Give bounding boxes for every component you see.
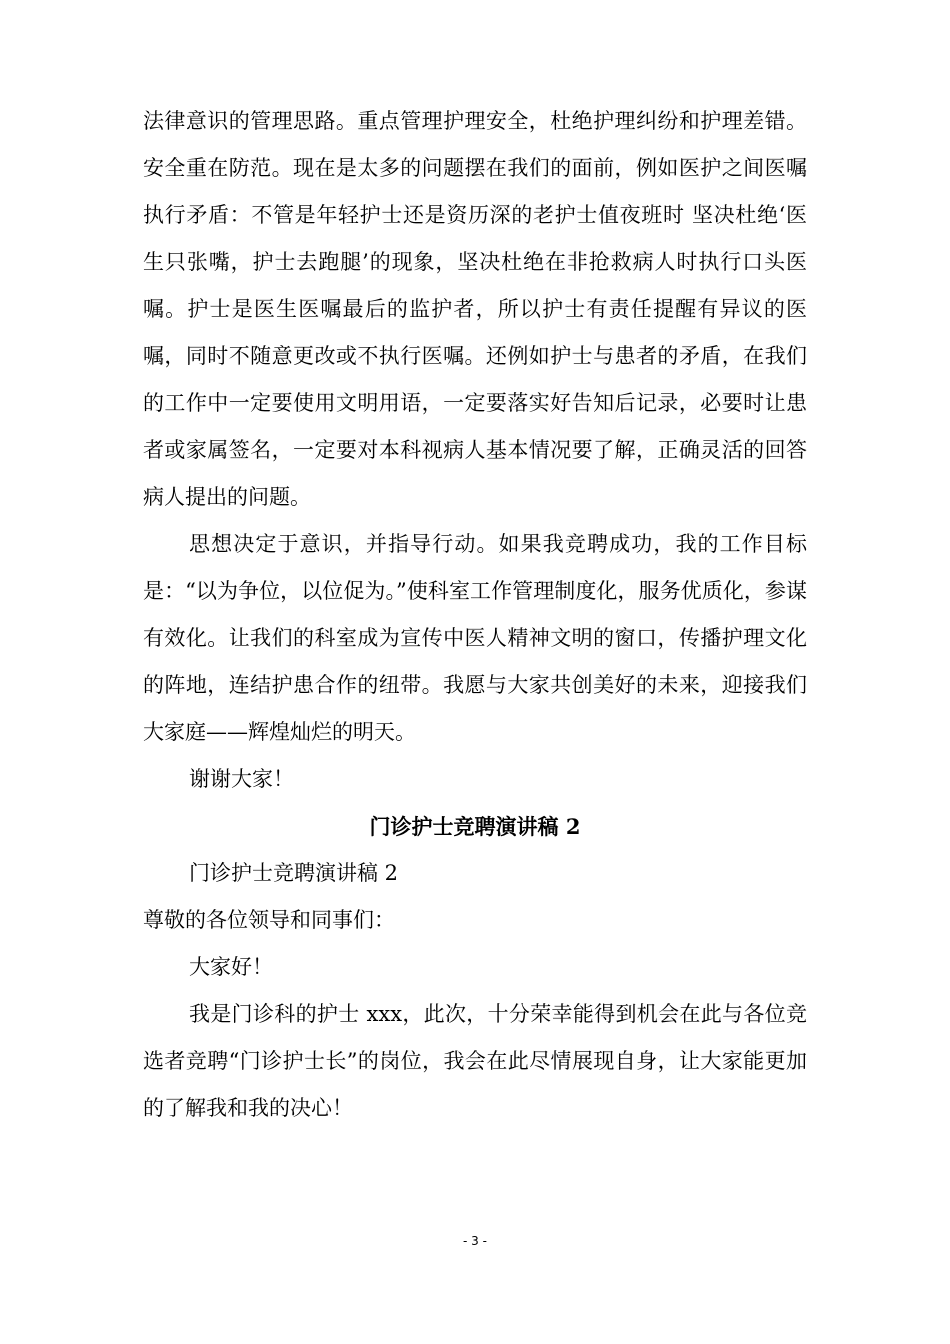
document-body <box>143 98 807 1132</box>
body-paragraph: 谢谢大家！ <box>189 767 294 791</box>
page-number: - 3 - <box>463 1234 487 1248</box>
salutation: 尊敬的各位领导和同事们： <box>143 908 395 932</box>
section-title: 门诊护士竞聘演讲稿 2 <box>369 814 581 839</box>
body-paragraph: 我是门诊科的护士 xxx，此次，十分荣幸能得到机会在此与各位竞选者竞聘“门诊护士长”的岗位，我会在此尽情展现自身，让大家能更加的了解我和我的决心！ <box>143 1002 807 1120</box>
body-paragraph: 思想决定于意识，并指导行动。如果我竞聘成功，我的工作目标是：“以为争位，以位促为。”使科室工作管理制度化，服务优质化，参谋有效化。让我们的科室成为宣传中医人精神文明的窗口，传播护理文化的阵地，连结护患合作的纽带。我愿与大家共创美好的未来，迎接我们大家庭——辉煌灿烂的明天。 <box>143 532 807 744</box>
body-paragraph: 法律意识的管理思路。重点管理护理安全，杜绝护理纠纷和护理差错。安全重在防范。现在是太多的问题摆在我们的面前，例如医护之间医嘱执行矛盾：不管是年轻护士还是资历深的老护士值夜班时 坚决杜绝‘医生只张嘴，护士去跑腿’的现象，坚决杜绝在非抢救病人时执行口头医嘱。护士是医生医嘱最后的监护者，所以护士有责任提醒有异议的医嘱，同时不随意更改或不执行医嘱。还例如护士与患者的矛盾，在我们的工作中一定要使用文明用语，一定要落实好告知后记录，必要时让患者或家属签名，一定要对本科视病人基本情况要了解，正确灵活的回答病人提出的问题。 <box>143 109 807 509</box>
body-paragraph: 门诊护士竞聘演讲稿 2 <box>189 861 399 885</box>
greeting: 大家好！ <box>189 955 273 979</box>
